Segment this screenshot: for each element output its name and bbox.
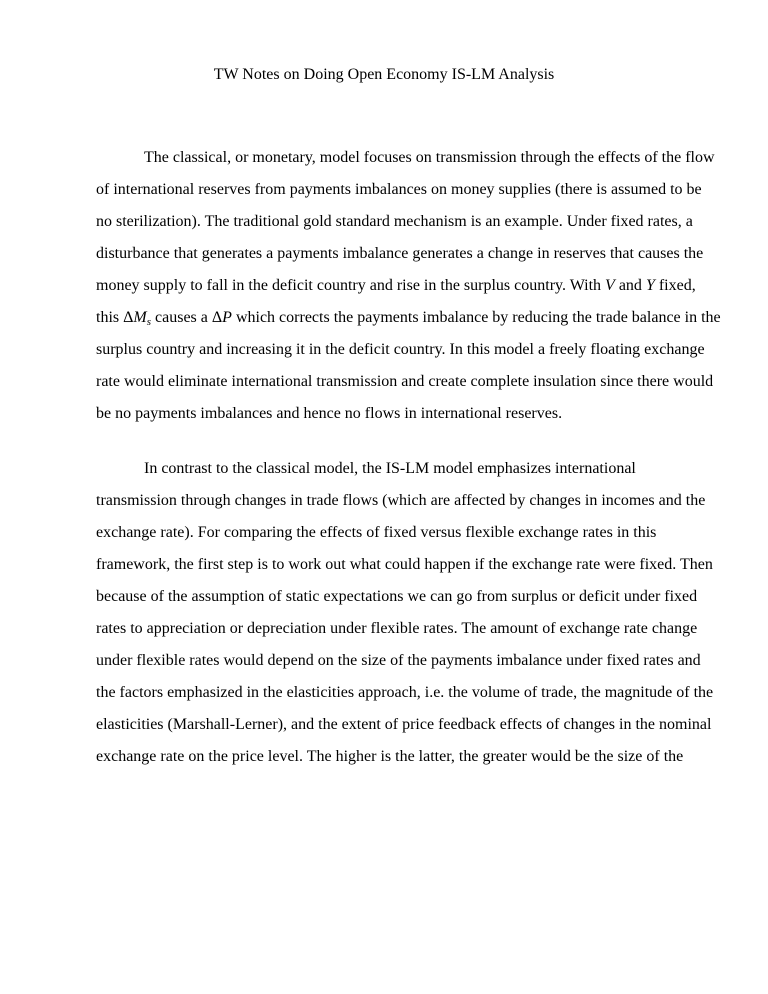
text-segment: elasticities (Marshall-Lerner), and the extent of price feedback effects of changes in the nominal (96, 716, 712, 733)
text-line (96, 683, 713, 703)
text-line (96, 340, 705, 360)
text-line (96, 212, 693, 232)
text-line (96, 404, 562, 424)
italic-symbol: $M_s$ (133, 309, 152, 328)
italic-symbol: Y (645, 277, 655, 294)
text-segment: fixed, (654, 277, 696, 294)
text-segment: which corrects the payments imbalance by reducing the trade balance in the (231, 309, 721, 326)
document-title: TW Notes on Doing Open Economy IS-LM Analysis (213, 66, 555, 83)
text-segment: transmission through changes in trade flows (which are affected by changes in incomes and the (96, 492, 706, 509)
text-segment: money supply to fall in the deficit country and rise in the surplus country. With (96, 277, 606, 294)
text-line (96, 523, 656, 543)
text-line (96, 587, 697, 607)
text-segment: exchange rate on the price level. The higher is the latter, the greater would be the size of the (96, 748, 684, 765)
text-line (96, 747, 683, 767)
text-line (96, 180, 702, 200)
italic-symbol: P (222, 309, 232, 326)
text-line (96, 491, 705, 511)
text-segment: In contrast to the classical model, the IS-LM model emphasizes international (144, 460, 636, 477)
text-line (96, 651, 701, 671)
text-segment: causes a Δ (151, 309, 223, 326)
text-line (96, 276, 696, 296)
text-line (96, 619, 697, 639)
text-segment: because of the assumption of static expectations we can go from surplus or deficit under fixed (96, 588, 698, 605)
text-segment: and (614, 277, 646, 294)
text-segment: framework, the first step is to work out what could happen if the exchange rate were fixed. Then (96, 556, 713, 573)
text-line (144, 148, 715, 168)
text-segment: The classical, or monetary, model focuses on transmission through the effects of the flow (144, 149, 715, 166)
text-segment: rates to appreciation or depreciation under flexible rates. The amount of exchange rate change (96, 620, 698, 637)
text-segment: no sterilization). The traditional gold standard mechanism is an example. Under fixed rates, a (96, 213, 693, 230)
text-segment: rate would eliminate international transmission and create complete insulation since there would (96, 373, 714, 390)
text-line (96, 715, 711, 735)
text-segment: surplus country and increasing it in the deficit country. In this model a freely floating exchange (96, 341, 705, 358)
text-segment: disturbance that generates a payments imbalance generates a change in reserves that causes the (96, 245, 704, 262)
text-segment: the factors emphasized in the elasticities approach, i.e. the volume of trade, the magnitude of the (96, 684, 714, 701)
text-segment: under flexible rates would depend on the size of the payments imbalance under fixed rates and (96, 652, 701, 669)
text-segment: this Δ (96, 309, 134, 326)
text-line (96, 372, 713, 392)
text-line (96, 244, 703, 264)
text-segment: be no payments imbalances and hence no flows in international reserves. (96, 405, 563, 422)
text-line (144, 459, 636, 479)
text-segment: of international reserves from payments imbalances on money supplies (there is assumed to be (96, 181, 702, 198)
text-line (96, 555, 713, 575)
italic-symbol: V (605, 277, 615, 294)
text-segment: exchange rate). For comparing the effects of fixed versus flexible exchange rates in this (96, 524, 657, 541)
subscript: s (146, 316, 152, 328)
text-line (96, 308, 721, 328)
